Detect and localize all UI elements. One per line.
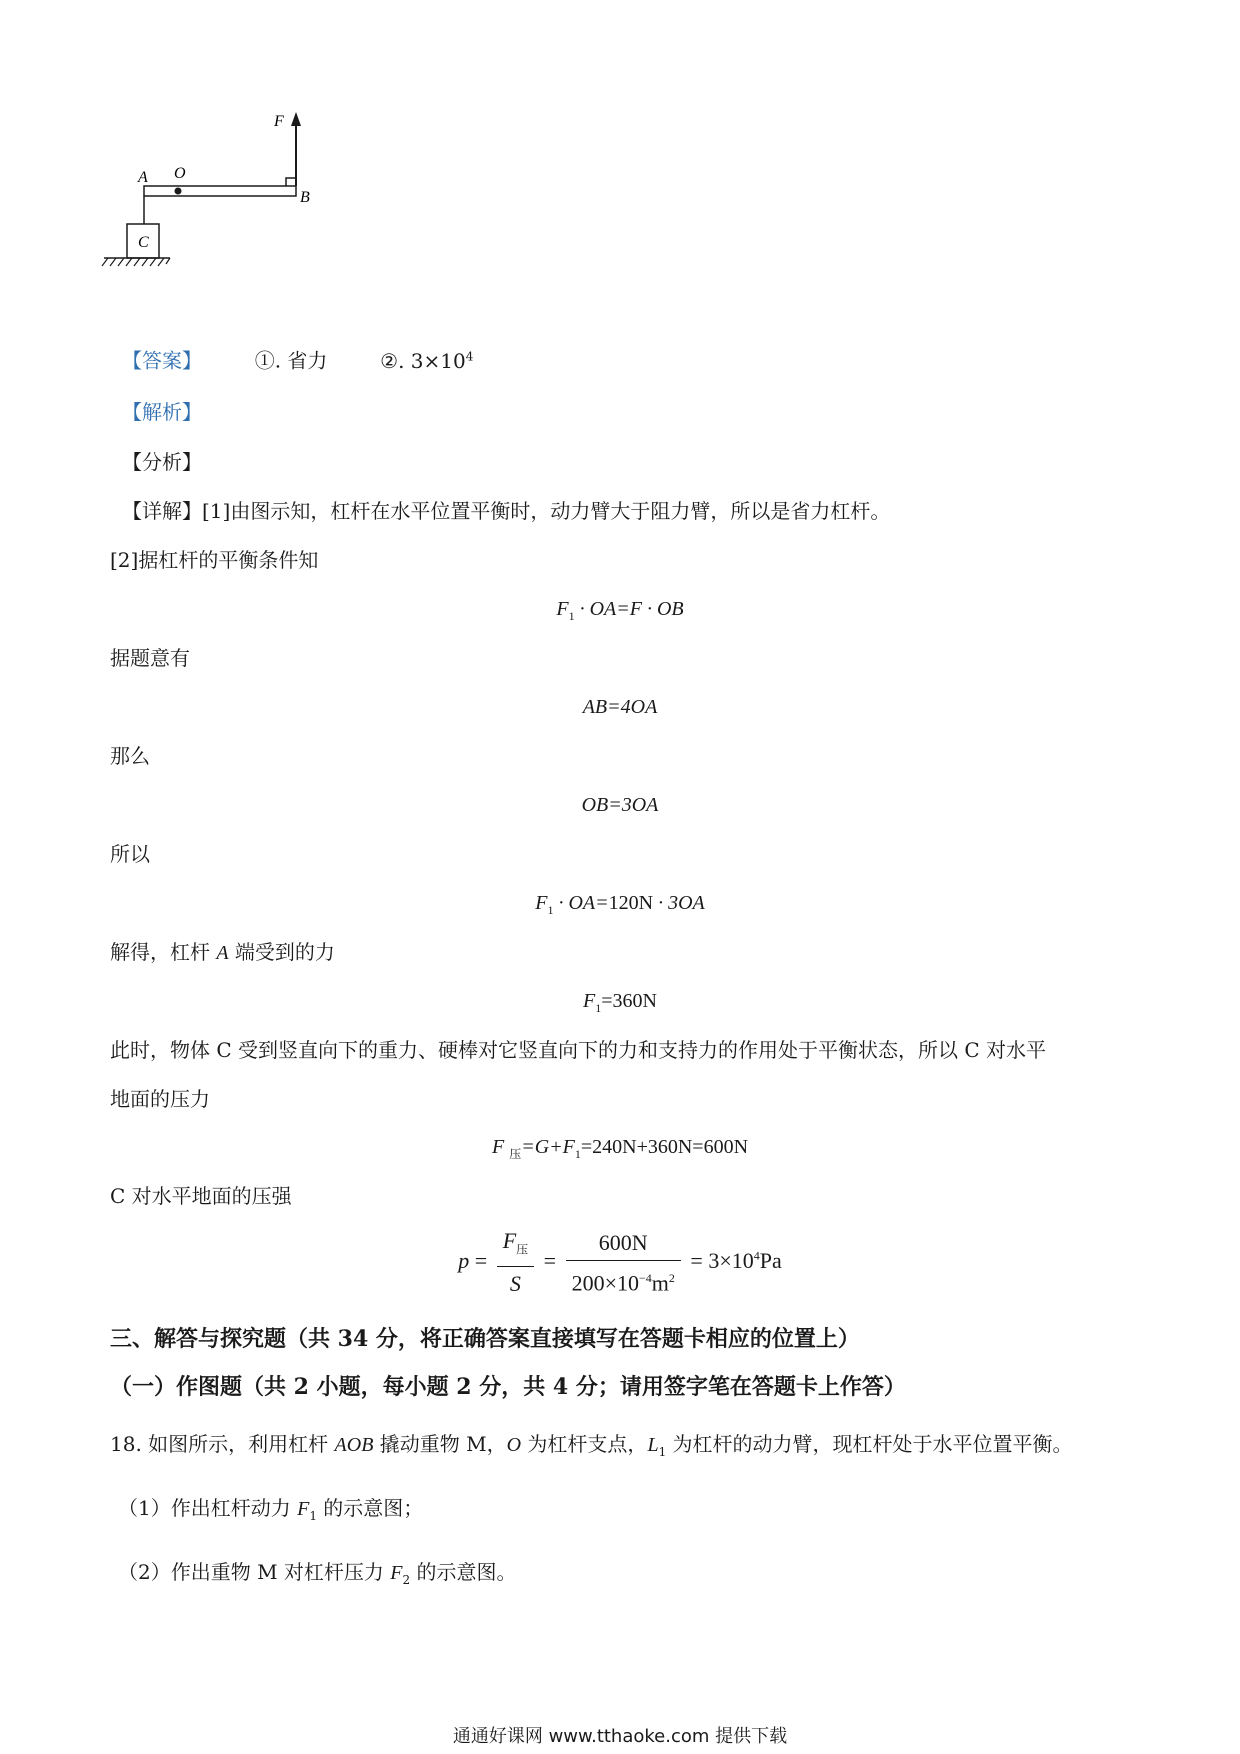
detail-line-2: [2]据杠杆的平衡条件知 (110, 548, 319, 572)
answer-item-2: ②. $3\times 10^4$ (380, 348, 474, 373)
lever-bar (144, 186, 296, 196)
ground-hatching (102, 258, 170, 266)
footer: 通通好课网 www.tthaoke.com 提供下载 (452, 1726, 788, 1747)
question-18-part-2: （2）作出重物 M 对杠杆压力 $F_2$ 的示意图。 (118, 1560, 517, 1587)
question-18-part-1: （1）作出杠杆动力 $F_1$ 的示意图； (118, 1496, 424, 1523)
section-3-heading: 三、解答与探究题（共 34 分，将正确答案直接填写在答题卡相应的位置上） (110, 1326, 860, 1352)
text-jiede: 解得，杠杆 A 端受到的力 (110, 940, 335, 964)
detail-tag: 【详解】 (122, 499, 202, 523)
lever-diagram (100, 110, 360, 310)
text-suoyi: 所以 (110, 842, 150, 866)
section-3-1-heading: （一）作图题（共 2 小题，每小题 2 分，共 4 分；请用签字笔在答题卡上作答） (110, 1374, 906, 1400)
fraction-1: $\frac{F_压}{S}$ (497, 1226, 534, 1299)
analysis-tag: 【解析】 (122, 400, 202, 424)
equation-1: $F_1 \cdot OA=F$ · OB (556, 598, 684, 623)
right-angle-mark (286, 178, 296, 186)
pivot-o (175, 188, 182, 195)
answer-tag: 【答案】 (122, 348, 202, 373)
label-b: B (300, 189, 310, 206)
answer-item-1: ①. 省力 (254, 348, 328, 373)
text-cishi-1: 此时，物体 C 受到竖直向下的重力、硬棒对它竖直向下的力和支持力的作用处于平衡状态，所以 C 对水平 (110, 1038, 1047, 1062)
text-cishi-2: 地面的压力 (110, 1087, 210, 1111)
text-jutiyi: 据题意有 (110, 646, 190, 670)
label-a: A (138, 169, 148, 186)
text-yaqiang: C 对水平地面的压强 (110, 1184, 292, 1208)
equation-2: AB=4OA (582, 696, 658, 718)
answer-line (122, 342, 473, 375)
label-o: O (174, 165, 186, 182)
equation-4: $F_1 \cdot OA=120N \cdot 3OA$ (535, 892, 705, 917)
label-force: F (274, 113, 284, 130)
text-name: 那么 (110, 744, 150, 768)
detail-line-1 (122, 497, 890, 525)
question-18: 18. 如图所示，利用杠杆 AOB 撬动重物 M，O 为杠杆支点，$L_1$ 为杠杆的动力臂，现杠杆处于水平位置平衡。 (110, 1432, 1073, 1459)
fraction-2: $\frac{600N}{200\times 10^{-4}m^2}$ (566, 1228, 681, 1298)
equation-7: p = $\frac{F_压}{S}$ = $\frac{600N}{200\times 10^{-4}m^2}$ = $3\times 10^4Pa$ (0, 1226, 1240, 1299)
detail-text-1: [1]由图示知，杠杆在水平位置平衡时，动力臂大于阻力臂，所以是省力杠杆。 (202, 499, 891, 523)
label-c: C (138, 234, 149, 251)
force-arrow-head (291, 112, 301, 126)
fenxi-tag: 【分析】 (122, 450, 202, 474)
equation-5: $F_1=360N$ (583, 990, 657, 1015)
equation-3: OB=3OA (581, 794, 659, 816)
equation-6: F $_压=G+F_1=240N+360N=600N$ (491, 1136, 749, 1161)
